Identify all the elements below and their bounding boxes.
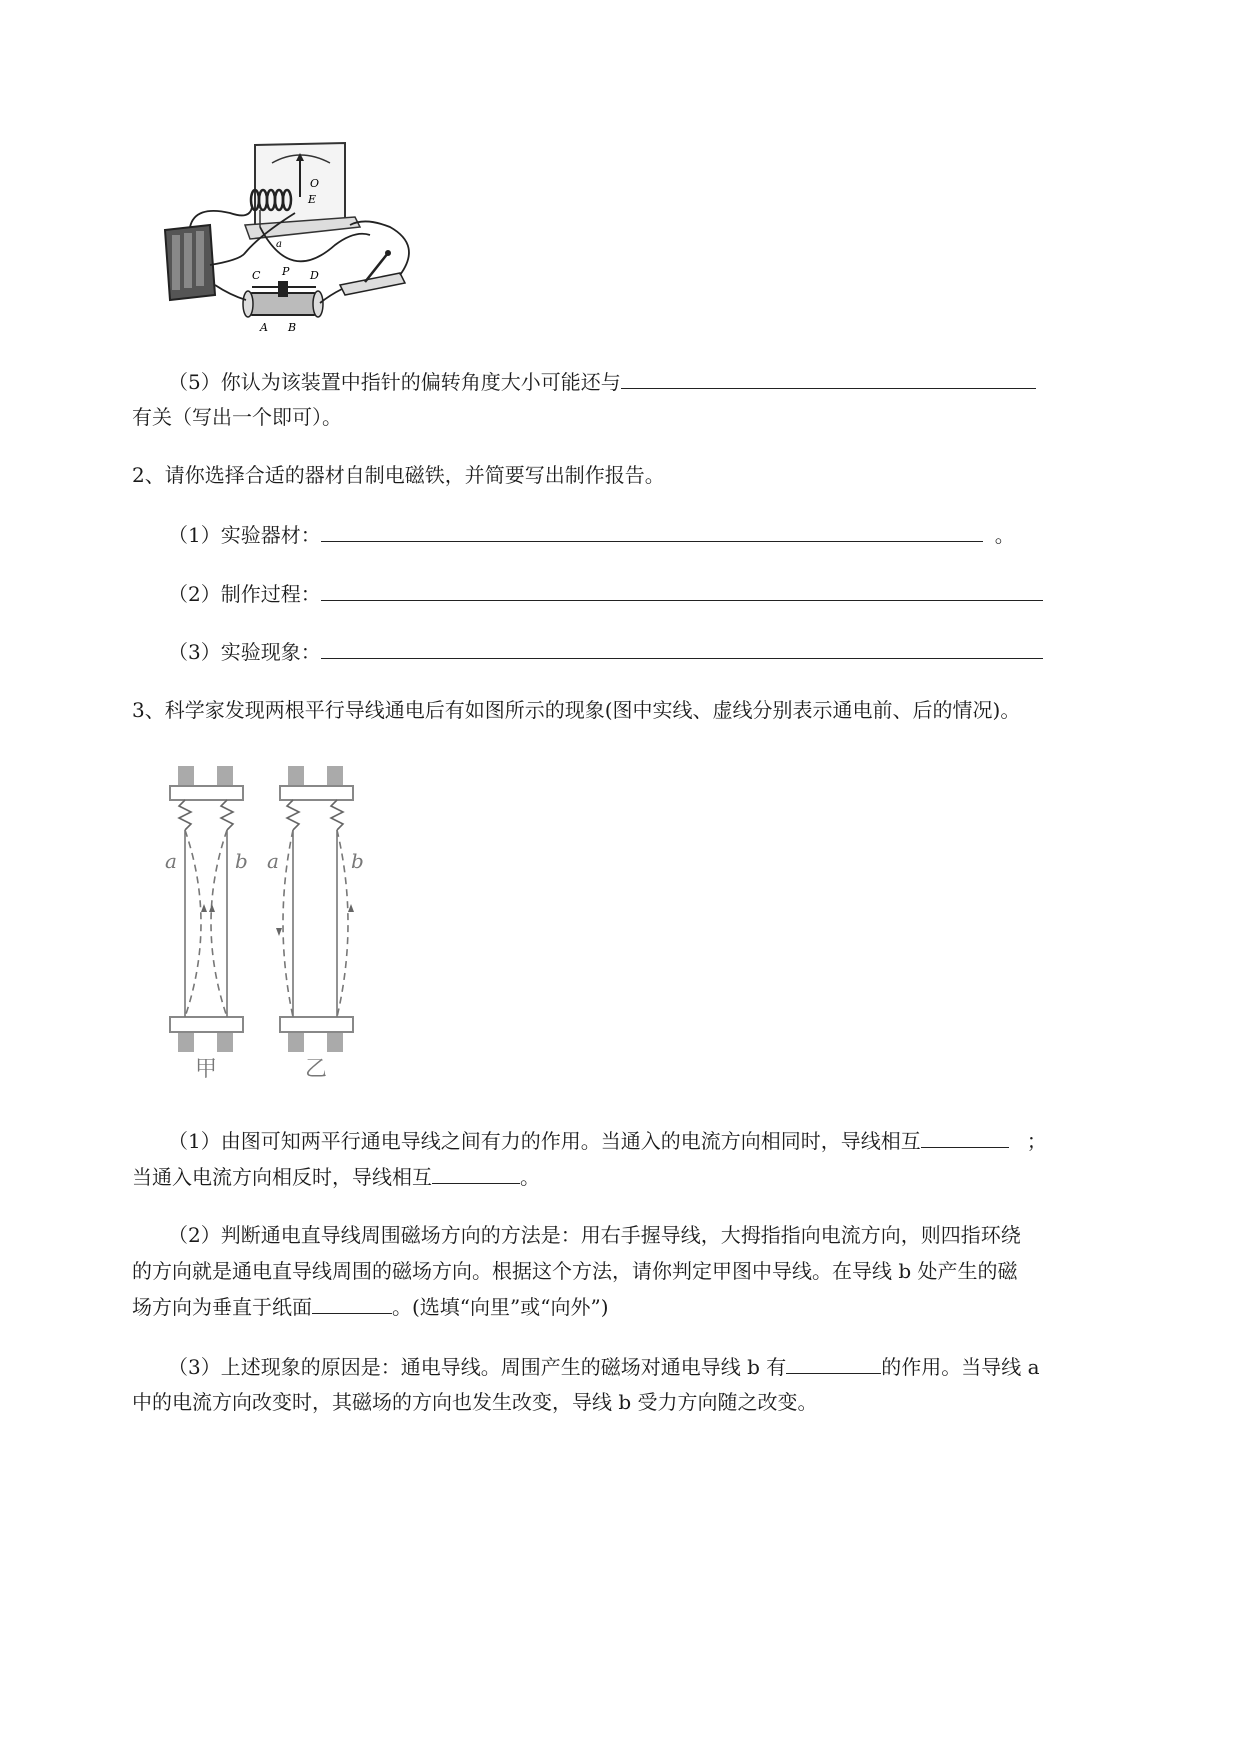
process-blank[interactable] — [321, 580, 1043, 601]
q2-item-2-label: （2）制作过程： — [168, 582, 321, 606]
apparatus-drawing — [160, 135, 420, 335]
fig-caption-jia: 甲 — [195, 1057, 218, 1082]
fig-caption-yi: 乙 — [305, 1057, 328, 1082]
q1-5-continuation: 有关（写出一个即可）。 — [132, 405, 342, 429]
q3-part2-line1: （2）判断通电直导线周围磁场方向的方法是：用右手握导线，大拇指指向电流方向，则四指环绕 — [168, 1223, 1021, 1247]
q2-item-2 — [168, 580, 1043, 607]
q2-item-1-label: （1）实验器材： — [168, 523, 321, 547]
fig-left-wire-b: b — [235, 849, 248, 873]
q3-part2-hint: 。(选填“向里”或“向外”) — [392, 1295, 609, 1319]
force-blank[interactable] — [786, 1353, 881, 1374]
fig-left-wire-a: a — [165, 849, 177, 873]
label-a-small: a — [276, 239, 282, 250]
q3-part3-text-a: （3）上述现象的原因是：通电导线。周围产生的磁场对通电导线 b 有 — [168, 1355, 787, 1379]
q3-stem: 3、科学家发现两根平行导线通电后有如图所示的现象(图中实线、虚线分别表示通电前、后的情况)。 — [132, 698, 1021, 722]
q3-part2-line2: 的方向就是通电直导线周围的磁场方向。根据这个方法，请你判定甲图中导线。在导线 b 处产生的磁 — [132, 1259, 1018, 1283]
parallel-wires-drawing — [155, 760, 375, 1090]
q1-5-line — [168, 368, 1036, 395]
fig-right-wire-b: b — [351, 849, 364, 873]
q3-part3-line1 — [168, 1353, 1040, 1380]
q2-item-3-label: （3）实验现象： — [168, 640, 321, 664]
phenomenon-blank[interactable] — [321, 638, 1043, 659]
label-p: P — [282, 265, 290, 278]
q2-stem: 2、请你选择合适的器材自制电磁铁，并简要写出制作报告。 — [132, 463, 665, 487]
q3-part2-line3 — [132, 1293, 609, 1320]
q3-part3-line2: 中的电流方向改变时，其磁场的方向也发生改变，导线 b 受力方向随之改变。 — [132, 1390, 818, 1414]
label-c: C — [252, 269, 261, 282]
label-d: D — [310, 269, 319, 282]
parallel-wires-figure — [155, 760, 375, 1090]
label-a: A — [260, 321, 268, 334]
q2-item-1-suffix: 。 — [994, 523, 1015, 547]
q1-5-text: （5）你认为该装置中指针的偏转角度大小可能还与 — [168, 370, 621, 394]
q3-part1-line1 — [168, 1127, 1047, 1154]
q1-5-blank[interactable] — [621, 368, 1036, 389]
q2-item-3 — [168, 638, 1043, 665]
fig-right-wire-a: a — [267, 849, 279, 873]
label-b: B — [288, 321, 297, 334]
q3-part1-text-b: 当通入电流方向相反时，导线相互 — [132, 1165, 432, 1189]
apparatus-figure — [160, 135, 420, 335]
q3-part2-text: 场方向为垂直于纸面 — [132, 1295, 312, 1319]
label-o: O — [310, 177, 320, 190]
q3-part1-line2 — [132, 1163, 540, 1190]
field-direction-blank[interactable] — [312, 1293, 392, 1314]
label-e: E — [308, 193, 317, 206]
q2-item-1 — [168, 521, 1015, 548]
q3-part1-text-a: （1）由图可知两平行通电导线之间有力的作用。当通入的电流方向相同时，导线相互 — [168, 1129, 921, 1153]
q3-part1-semicolon: ； — [1026, 1129, 1047, 1153]
materials-blank[interactable] — [321, 521, 983, 542]
q3-part3-text-b: 的作用。当导线 a — [881, 1355, 1040, 1379]
same-direction-blank[interactable] — [921, 1127, 1009, 1148]
q3-part1-period: 。 — [520, 1165, 540, 1189]
opposite-direction-blank[interactable] — [432, 1163, 520, 1184]
